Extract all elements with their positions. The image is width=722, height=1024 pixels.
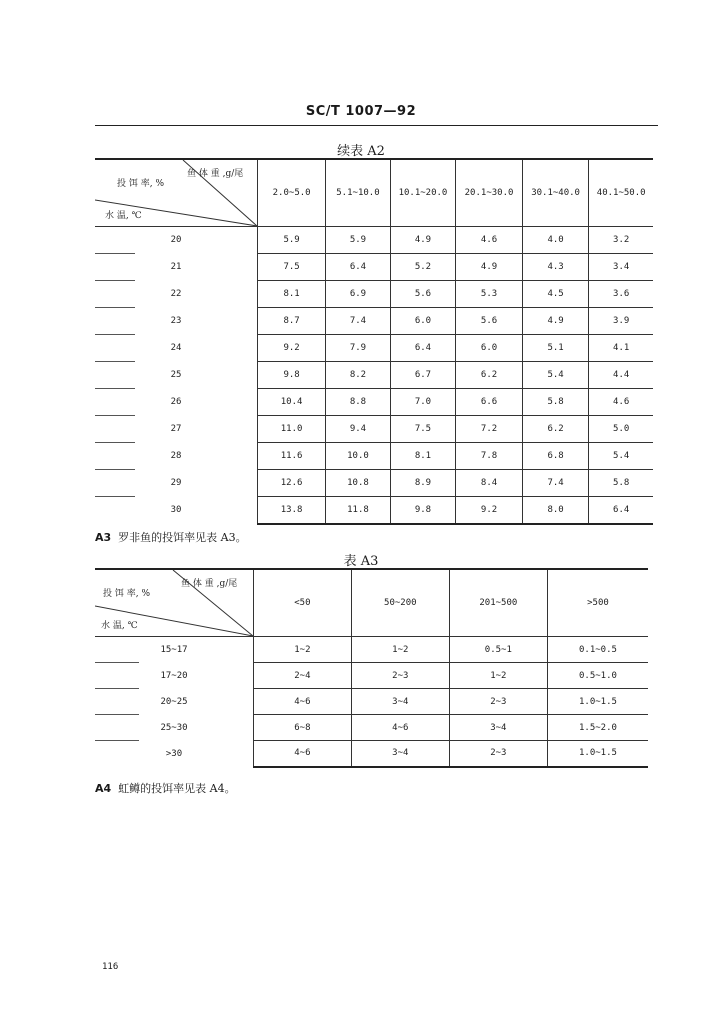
value-cell: 6.0 xyxy=(456,335,523,362)
table-a3-column-header: >500 xyxy=(547,569,648,637)
temperature-cell xyxy=(95,362,258,389)
value-cell: 6.2 xyxy=(522,416,589,443)
value-cell: 9.8 xyxy=(390,497,456,524)
table-a2-column-header: 30.1~40.0 xyxy=(522,159,589,227)
value-cell: 8.7 xyxy=(258,308,326,335)
value-cell: 8.1 xyxy=(258,281,326,308)
temperature-cell xyxy=(95,715,254,741)
table-row xyxy=(95,335,653,362)
value-cell: 1~2 xyxy=(254,637,352,663)
temperature-value: 22 xyxy=(170,289,182,299)
weight-axis-label: 鱼 体 重 ,g/尾 xyxy=(187,169,244,179)
value-cell: 5.6 xyxy=(456,308,523,335)
value-cell: 9.4 xyxy=(326,416,390,443)
note-a4-text: 虹鳟的投饵率见表 A4。 xyxy=(118,782,236,795)
table-row xyxy=(95,663,648,689)
note-a3-label: A3 xyxy=(95,531,112,544)
temperature-value: 28 xyxy=(170,451,182,461)
temperature-row-rule xyxy=(95,334,135,335)
temperature-value: 29 xyxy=(170,478,182,488)
temperature-cell xyxy=(95,416,258,443)
value-cell: 9.8 xyxy=(258,362,326,389)
value-cell: 1.0~1.5 xyxy=(547,689,648,715)
temperature-cell xyxy=(95,443,258,470)
value-cell: 5.4 xyxy=(522,362,589,389)
table-a3 xyxy=(95,568,648,768)
value-cell: 3.9 xyxy=(589,308,653,335)
value-cell: 5.2 xyxy=(390,254,456,281)
value-cell: 4.5 xyxy=(522,281,589,308)
value-cell: 4.0 xyxy=(522,227,589,254)
temperature-cell xyxy=(95,227,258,254)
table-row xyxy=(95,254,653,281)
value-cell: 3.4 xyxy=(589,254,653,281)
value-cell: 4.9 xyxy=(390,227,456,254)
temperature-axis-label: 水 温, ℃ xyxy=(105,211,142,221)
temperature-cell xyxy=(95,389,258,416)
temperature-value: 30 xyxy=(170,505,182,515)
value-cell: 4.3 xyxy=(522,254,589,281)
temperature-value: 25 xyxy=(170,370,182,380)
table-a2-caption: 续表 A2 xyxy=(337,144,385,159)
temperature-cell xyxy=(95,470,258,497)
value-cell: 11.0 xyxy=(258,416,326,443)
value-cell: 0.1~0.5 xyxy=(547,637,648,663)
value-cell: 3.6 xyxy=(589,281,653,308)
value-cell: 10.4 xyxy=(258,389,326,416)
table-a2-column-header: 20.1~30.0 xyxy=(456,159,523,227)
temperature-value: 26 xyxy=(170,397,182,407)
table-row xyxy=(95,741,648,767)
table-row xyxy=(95,637,648,663)
table-a3-column-header: 201~500 xyxy=(449,569,547,637)
table-row xyxy=(95,470,653,497)
value-cell: 7.9 xyxy=(326,335,390,362)
temperature-cell xyxy=(95,689,254,715)
value-cell: 1~2 xyxy=(449,663,547,689)
table-a3-corner-header xyxy=(95,569,254,637)
table-row xyxy=(95,715,648,741)
standard-code: SC/T 1007—92 xyxy=(305,104,417,119)
temperature-cell xyxy=(95,281,258,308)
temperature-axis-label: 水 温, ℃ xyxy=(101,621,138,631)
value-cell: 5.4 xyxy=(589,443,653,470)
value-cell: 7.2 xyxy=(456,416,523,443)
value-cell: 8.9 xyxy=(390,470,456,497)
value-cell: 4~6 xyxy=(254,689,352,715)
table-row xyxy=(95,443,653,470)
value-cell: 5.0 xyxy=(589,416,653,443)
value-cell: 5.9 xyxy=(258,227,326,254)
value-cell: 4.9 xyxy=(456,254,523,281)
value-cell: 8.8 xyxy=(326,389,390,416)
table-row xyxy=(95,416,653,443)
temperature-value: 27 xyxy=(170,424,182,434)
table-row xyxy=(95,689,648,715)
value-cell: 4.9 xyxy=(522,308,589,335)
value-cell: 4.6 xyxy=(589,389,653,416)
table-row xyxy=(95,308,653,335)
temperature-value: >30 xyxy=(165,748,183,759)
value-cell: 6.7 xyxy=(390,362,456,389)
value-cell: 8.1 xyxy=(390,443,456,470)
temperature-row-rule xyxy=(95,469,135,470)
value-cell: 12.6 xyxy=(258,470,326,497)
value-cell: 2~3 xyxy=(351,663,449,689)
temperature-row-rule xyxy=(95,253,135,254)
value-cell: 3~4 xyxy=(351,741,449,767)
temperature-cell xyxy=(95,335,258,362)
temperature-value: 20 xyxy=(170,235,182,246)
value-cell: 4~6 xyxy=(254,741,352,767)
temperature-cell xyxy=(95,663,254,689)
value-cell: 7.8 xyxy=(456,443,523,470)
value-cell: 7.4 xyxy=(522,470,589,497)
value-cell: 1.5~2.0 xyxy=(547,715,648,741)
temperature-row-rule xyxy=(95,662,139,663)
value-cell: 6~8 xyxy=(254,715,352,741)
rate-axis-label: 投 饵 率, % xyxy=(117,179,164,189)
value-cell: 6.9 xyxy=(326,281,390,308)
table-a2 xyxy=(95,158,653,525)
temperature-cell xyxy=(95,254,258,281)
table-a2-column-header: 40.1~50.0 xyxy=(589,159,653,227)
value-cell: 8.2 xyxy=(326,362,390,389)
rate-axis-label: 投 饵 率, % xyxy=(103,589,150,599)
table-a2-column-header: 5.1~10.0 xyxy=(326,159,390,227)
temperature-cell xyxy=(95,497,258,524)
table-row xyxy=(95,281,653,308)
temperature-cell xyxy=(95,637,254,663)
table-row xyxy=(95,227,653,254)
value-cell: 13.8 xyxy=(258,497,326,524)
temperature-cell xyxy=(95,741,254,767)
value-cell: 5.8 xyxy=(589,470,653,497)
temperature-cell xyxy=(95,308,258,335)
temperature-value: 20~25 xyxy=(160,696,188,707)
value-cell: 4.1 xyxy=(589,335,653,362)
table-a2-column-header: 10.1~20.0 xyxy=(390,159,456,227)
table-row xyxy=(95,497,653,524)
value-cell: 6.4 xyxy=(326,254,390,281)
value-cell: 3~4 xyxy=(449,715,547,741)
value-cell: 3.2 xyxy=(589,227,653,254)
value-cell: 5.8 xyxy=(522,389,589,416)
value-cell: 9.2 xyxy=(456,497,523,524)
temperature-value: 15~17 xyxy=(160,644,188,655)
value-cell: 5.3 xyxy=(456,281,523,308)
temperature-value: 17~20 xyxy=(160,670,188,681)
temperature-row-rule xyxy=(95,280,135,281)
value-cell: 10.0 xyxy=(326,443,390,470)
value-cell: 4~6 xyxy=(351,715,449,741)
value-cell: 6.4 xyxy=(390,335,456,362)
value-cell: 10.8 xyxy=(326,470,390,497)
value-cell: 2~3 xyxy=(449,689,547,715)
temperature-row-rule xyxy=(95,442,135,443)
temperature-value: 21 xyxy=(170,262,182,272)
table-a3-column-header: 50~200 xyxy=(351,569,449,637)
value-cell: 6.4 xyxy=(589,497,653,524)
table-row xyxy=(95,389,653,416)
value-cell: 6.8 xyxy=(522,443,589,470)
note-a4-label: A4 xyxy=(95,782,112,795)
temperature-row-rule xyxy=(95,496,135,497)
value-cell: 7.5 xyxy=(390,416,456,443)
note-a4 xyxy=(95,780,236,796)
value-cell: 9.2 xyxy=(258,335,326,362)
temperature-row-rule xyxy=(95,388,135,389)
value-cell: 2~4 xyxy=(254,663,352,689)
value-cell: 7.4 xyxy=(326,308,390,335)
value-cell: 7.0 xyxy=(390,389,456,416)
temperature-row-rule xyxy=(95,714,139,715)
table-a3-caption: 表 A3 xyxy=(343,554,379,569)
value-cell: 11.8 xyxy=(326,497,390,524)
temperature-row-rule xyxy=(95,307,135,308)
value-cell: 5.6 xyxy=(390,281,456,308)
temperature-value: 25~30 xyxy=(160,722,188,733)
value-cell: 0.5~1 xyxy=(449,637,547,663)
value-cell: 5.1 xyxy=(522,335,589,362)
value-cell: 3~4 xyxy=(351,689,449,715)
value-cell: 4.6 xyxy=(456,227,523,254)
table-a3-column-header: <50 xyxy=(254,569,352,637)
temperature-row-rule xyxy=(95,688,139,689)
note-a3-text: 罗非鱼的投饵率见表 A3。 xyxy=(118,531,247,544)
value-cell: 0.5~1.0 xyxy=(547,663,648,689)
table-a2-corner-header xyxy=(95,159,258,227)
value-cell: 8.4 xyxy=(456,470,523,497)
value-cell: 6.2 xyxy=(456,362,523,389)
value-cell: 7.5 xyxy=(258,254,326,281)
page-number: 116 xyxy=(102,962,119,972)
value-cell: 6.6 xyxy=(456,389,523,416)
value-cell: 8.0 xyxy=(522,497,589,524)
value-cell: 11.6 xyxy=(258,443,326,470)
temperature-row-rule xyxy=(95,415,135,416)
header-rule xyxy=(95,125,658,126)
value-cell: 4.4 xyxy=(589,362,653,389)
value-cell: 6.0 xyxy=(390,308,456,335)
temperature-row-rule xyxy=(95,361,135,362)
temperature-value: 24 xyxy=(170,343,182,353)
table-a2-column-header: 2.0~5.0 xyxy=(258,159,326,227)
value-cell: 1~2 xyxy=(351,637,449,663)
temperature-value: 23 xyxy=(170,316,182,326)
value-cell: 5.9 xyxy=(326,227,390,254)
value-cell: 2~3 xyxy=(449,741,547,767)
temperature-row-rule xyxy=(95,740,139,741)
weight-axis-label: 鱼 体 重 ,g/尾 xyxy=(181,579,238,589)
value-cell: 1.0~1.5 xyxy=(547,741,648,767)
table-row xyxy=(95,362,653,389)
note-a3 xyxy=(95,529,247,545)
